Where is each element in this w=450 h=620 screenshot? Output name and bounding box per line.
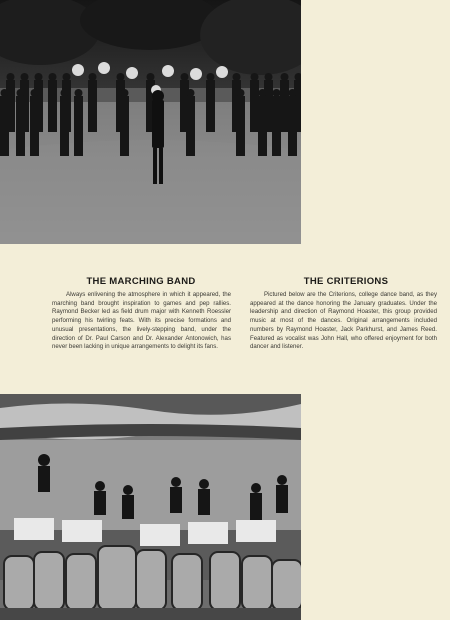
barrel	[136, 550, 166, 610]
band-member-head	[61, 89, 69, 97]
barrel	[210, 552, 240, 610]
band-member	[16, 96, 25, 156]
band-member	[258, 96, 267, 156]
barrel	[34, 552, 64, 610]
band-member	[236, 96, 245, 156]
band-member	[74, 96, 83, 156]
marching-band-photo	[0, 0, 301, 244]
criterions-photo	[0, 394, 301, 620]
band-member	[280, 80, 289, 132]
band-member-head	[89, 73, 97, 81]
band-member-head	[233, 73, 241, 81]
barrel	[242, 556, 272, 610]
band-member-head	[117, 73, 125, 81]
band-member-head	[17, 89, 25, 97]
barrel	[272, 560, 301, 610]
band-member-head	[21, 73, 29, 81]
band-member-head	[35, 73, 43, 81]
band-member	[48, 80, 57, 132]
band-member	[206, 80, 215, 132]
band-member-head	[147, 73, 155, 81]
band-member	[30, 96, 39, 156]
band-member-head	[63, 73, 71, 81]
band-member	[120, 96, 129, 156]
criterions-photo-art	[0, 394, 301, 620]
band-member-head	[121, 89, 129, 97]
band-member-head	[49, 73, 57, 81]
band-member	[60, 96, 69, 156]
band-member	[88, 80, 97, 132]
band-member-head	[75, 89, 83, 97]
band-member-head	[259, 89, 267, 97]
barrel	[172, 554, 202, 610]
marching-band-heading: THE MARCHING BAND	[86, 276, 196, 287]
band-member-head	[31, 89, 39, 97]
marching-band-text: Always enlivening the atmosphere in which it appeared, the marching band brought inspiration to games and pep rallies. Raymond Becker led as field drum major with Kenneth Roessler performing his twirling feats. With its precise formations and unusual presentations, the lively-stepping band, under the direction of Dr. Paul Carson and Dr. Alexander Antonowich, has never been lacking in unique arrangements to delight its fans.	[52, 291, 231, 351]
band-member-head	[187, 89, 195, 97]
criterions-text: Pictured below are the Criterions, college dance band, as they appeared at the dance honoring the January graduates. Under the leadership and direction of Raymond Hoaster, this group provided music at most of the dances. Original arrangements included numbers by Raymond Hoaster, Jack Parkhurst, and James Reed. Featured as vocalist was John Hall, who offered enjoyment for both dancer and listener.	[250, 291, 437, 351]
marching-band-photo-art	[0, 0, 301, 244]
band-member	[272, 96, 281, 156]
band-member-head	[7, 73, 15, 81]
band-member	[288, 96, 297, 156]
band-member-head	[237, 89, 245, 97]
band-member	[250, 80, 259, 132]
band-member-head	[289, 89, 297, 97]
band-member-head	[181, 73, 189, 81]
band-member	[186, 96, 195, 156]
band-member-head	[273, 89, 281, 97]
band-member-head	[1, 89, 9, 97]
band-member-head	[207, 73, 215, 81]
band-member-head	[265, 73, 273, 81]
criterions-heading: THE CRITERIONS	[303, 276, 389, 287]
band-member-head	[251, 73, 259, 81]
band-member-head	[281, 73, 289, 81]
barrel	[66, 554, 96, 610]
barrel	[4, 556, 34, 610]
barrel	[98, 546, 136, 610]
band-member	[0, 96, 9, 156]
